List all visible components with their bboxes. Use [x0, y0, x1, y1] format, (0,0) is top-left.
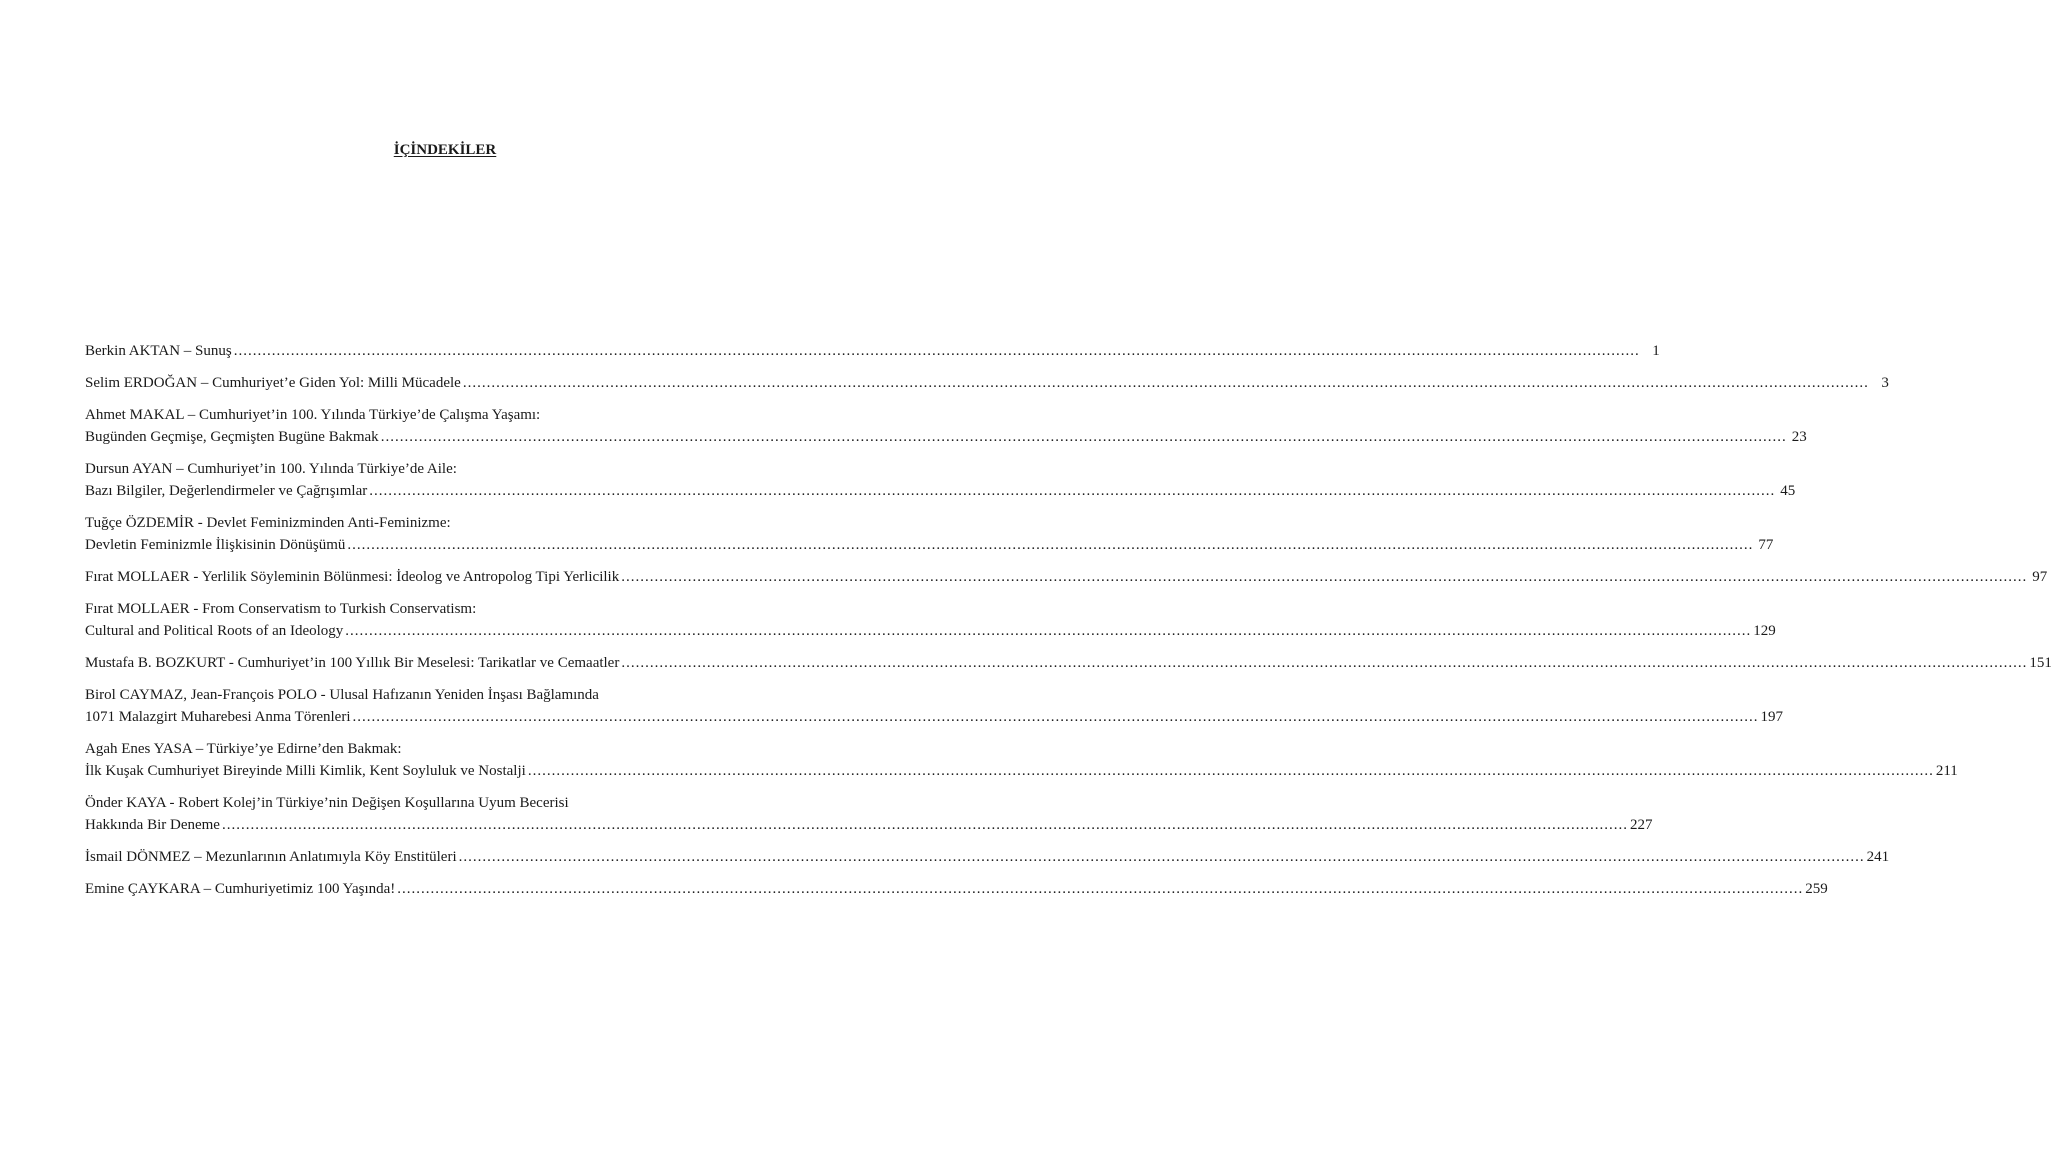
toc-entry[interactable]	[85, 512, 1774, 556]
toc-entry-title: Bazı Bilgiler, Değerlendirmeler ve Çağrışımlar	[85, 483, 368, 499]
toc-entry-title: Hakkında Bir Deneme	[85, 817, 220, 833]
toc-line	[85, 372, 1889, 394]
toc-entry[interactable]	[85, 878, 1828, 900]
dot-leader	[345, 620, 1751, 642]
toc-entry-title: İsmail DÖNMEZ – Mezunlarının Anlatımıyla Köy Enstitüleri	[85, 849, 457, 865]
toc-entry[interactable]	[85, 738, 1958, 782]
toc-entry-title: Agah Enes YASA – Türkiye’ye Edirne’den Bakmak:	[85, 741, 402, 757]
toc-line	[85, 480, 1796, 502]
toc-entry[interactable]	[85, 340, 1660, 362]
toc-line	[85, 426, 1807, 448]
page-title: İÇİNDEKİLER	[393, 142, 497, 158]
toc-entry[interactable]	[85, 846, 1890, 868]
toc-page-number: 211	[1935, 763, 1958, 779]
toc-line	[85, 846, 1890, 868]
toc-line	[85, 814, 1653, 836]
toc-entry-title: Önder KAYA - Robert Kolej’in Türkiye’nin Değişen Koşullarına Uyum Becerisi	[85, 795, 569, 811]
dot-leader	[352, 706, 1758, 728]
toc-entry-title: 1071 Malazgirt Muharebesi Anma Törenleri	[85, 709, 351, 725]
toc-entry-title: Devletin Feminizmle İlişkisinin Dönüşümü	[85, 537, 346, 553]
toc-line	[85, 878, 1828, 900]
toc-line	[85, 598, 805, 620]
toc-line	[85, 706, 1783, 728]
dot-leader	[397, 878, 1803, 900]
toc-entry-title: Selim ERDOĞAN – Cumhuriyet’e Giden Yol: Milli Mücadele	[85, 375, 461, 391]
toc-line	[85, 534, 1774, 556]
toc-page-number: 151	[2029, 655, 2052, 671]
toc-page-number: 1	[1652, 343, 1660, 359]
toc-page-number: 197	[1760, 709, 1783, 725]
toc-entry[interactable]	[85, 684, 1783, 728]
toc-line	[85, 566, 2048, 588]
dot-leader	[347, 534, 1753, 556]
dot-leader	[621, 652, 2027, 674]
toc-line	[85, 458, 805, 480]
toc-line	[85, 684, 805, 706]
toc-line	[85, 620, 1776, 642]
toc-line	[85, 340, 1660, 362]
toc-entry[interactable]	[85, 792, 1653, 836]
toc-entry[interactable]	[85, 458, 1796, 502]
toc-entry-title: Birol CAYMAZ, Jean-François POLO - Ulusal Hafızanın Yeniden İnşası Bağlamında	[85, 687, 599, 703]
toc-page-number: 77	[1758, 537, 1774, 553]
toc-entry[interactable]	[85, 372, 1889, 394]
toc-entry[interactable]	[85, 598, 1776, 642]
toc-page-number: 23	[1791, 429, 1807, 445]
toc-entry-title: İlk Kuşak Cumhuriyet Bireyinde Milli Kimlik, Kent Soyluluk ve Nostalji	[85, 763, 526, 779]
toc-entry[interactable]	[85, 652, 2052, 674]
toc-page-number: 97	[2032, 569, 2048, 585]
dot-leader	[234, 340, 1640, 362]
toc-line	[85, 404, 805, 426]
toc-line	[85, 652, 2052, 674]
toc-line	[85, 738, 805, 760]
toc-entry-title: Mustafa B. BOZKURT - Cumhuriyet’in 100 Yıllık Bir Meselesi: Tarikatlar ve Cemaatler	[85, 655, 620, 671]
toc-line	[85, 760, 1958, 782]
toc-entry[interactable]	[85, 404, 1807, 448]
dot-leader	[369, 480, 1775, 502]
dot-leader	[528, 760, 1934, 782]
dot-leader	[381, 426, 1787, 448]
toc-entry-title: Cultural and Political Roots of an Ideology	[85, 623, 344, 639]
toc-entry-title: Ahmet MAKAL – Cumhuriyet’in 100. Yılında Türkiye’de Çalışma Yaşamı:	[85, 407, 541, 423]
toc-entry-title: Dursun AYAN – Cumhuriyet’in 100. Yılında Türkiye’de Aile:	[85, 461, 457, 477]
dot-leader	[621, 566, 2027, 588]
dot-leader	[222, 814, 1628, 836]
toc-line	[85, 792, 805, 814]
toc-page-number: 129	[1753, 623, 1776, 639]
toc-page-number: 241	[1866, 849, 1890, 865]
toc-page-number: 45	[1780, 483, 1796, 499]
toc-entry-title: Berkin AKTAN – Sunuş	[85, 343, 232, 359]
toc-entry[interactable]	[85, 566, 2048, 588]
toc-entry-title: Bugünden Geçmişe, Geçmişten Bugüne Bakmak	[85, 429, 379, 445]
toc-line	[85, 512, 805, 534]
toc-entry-title: Fırat MOLLAER - Yerlilik Söyleminin Bölünmesi: İdeolog ve Antropolog Tipi Yerlicilik	[85, 569, 620, 585]
toc-page-number: 227	[1629, 817, 1653, 833]
toc-page-number: 3	[1881, 375, 1889, 391]
toc-entry-title: Fırat MOLLAER - From Conservatism to Turkish Conservatism:	[85, 601, 477, 617]
toc-entry-title: Emine ÇAYKARA – Cumhuriyetimiz 100 Yaşında!	[85, 881, 396, 897]
toc-entry-title: Tuğçe ÖZDEMİR - Devlet Feminizminden Anti-Feminizme:	[85, 515, 451, 531]
table-of-contents	[85, 340, 2052, 910]
dot-leader	[459, 846, 1865, 868]
dot-leader	[463, 372, 1869, 394]
toc-page-number: 259	[1805, 881, 1828, 897]
